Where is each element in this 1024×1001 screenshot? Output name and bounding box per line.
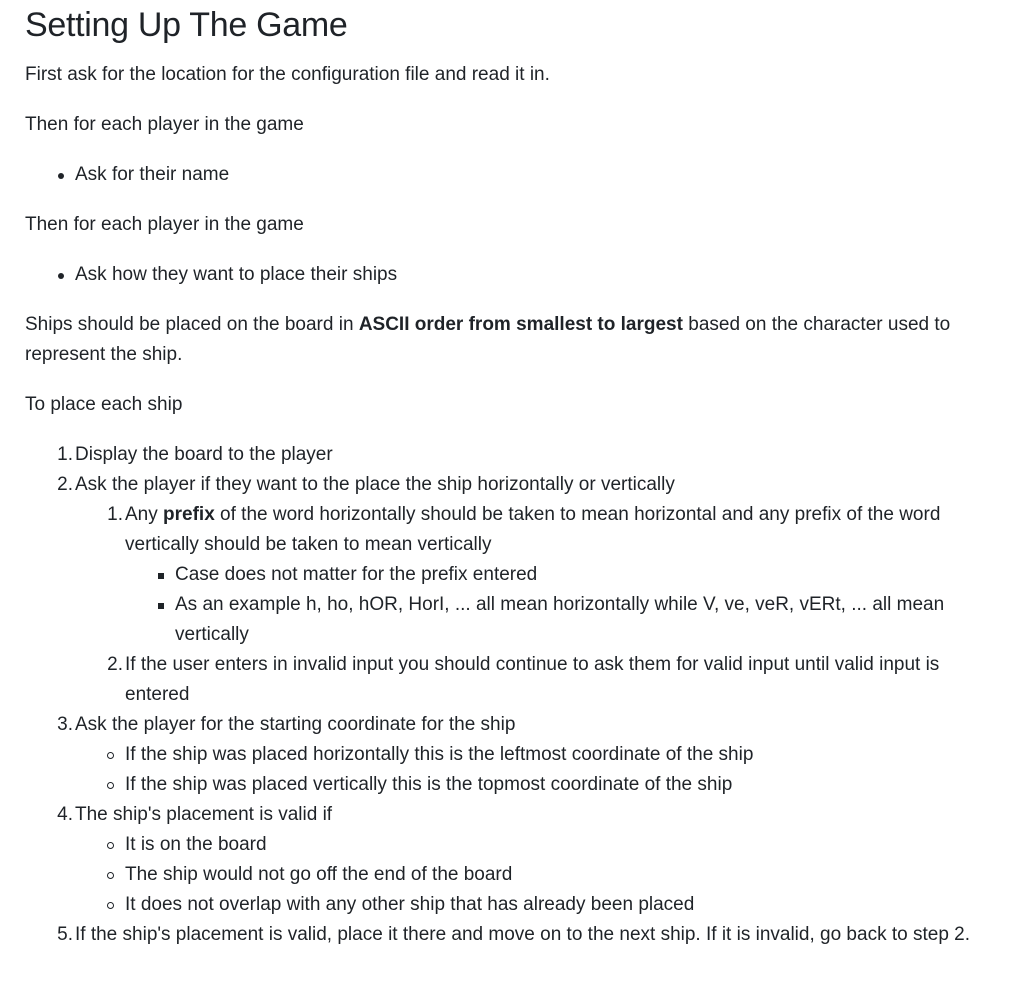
prefix-bold: prefix — [163, 504, 215, 525]
step-1 — [57, 440, 1004, 470]
step-4 — [57, 800, 1004, 920]
step-text: The ship's placement is valid if — [75, 804, 333, 825]
sub-step-number: 1. — [107, 504, 123, 525]
list-item: Case does not matter for the prefix entered — [175, 560, 1004, 590]
sub-step-text: If the user enters in invalid input you should continue to ask them for valid input until valid input is entered — [125, 654, 940, 705]
coordinate-details-list — [75, 740, 1004, 800]
document — [0, 4, 1024, 950]
list-item: Ask how they want to place their ships — [75, 260, 1004, 290]
each-player-paragraph-2: Then for each player in the game — [25, 214, 304, 235]
step-number: 2. — [57, 474, 73, 495]
step-text: Display the board to the player — [75, 444, 333, 465]
place-each-ship-paragraph: To place each ship — [25, 394, 183, 415]
step-number: 1. — [57, 444, 73, 465]
placement-steps-list — [25, 440, 1004, 950]
step-text: Ask the player if they want to the place the ship horizontally or vertically — [75, 474, 675, 495]
list-item: If the ship was placed vertically this is the topmost coordinate of the ship — [125, 770, 1004, 800]
place-bullet-list — [25, 260, 1004, 290]
page-title: Setting Up The Game — [25, 6, 348, 44]
config-paragraph: First ask for the location for the configuration file and read it in. — [25, 64, 550, 85]
list-item: Ask for their name — [75, 160, 1004, 190]
ships-order-text-after: based on the character used to represent the ship. — [25, 314, 951, 365]
list-item: It does not overlap with any other ship that has already been placed — [125, 890, 1004, 920]
list-item: If the ship was placed horizontally this is the leftmost coordinate of the ship — [125, 740, 1004, 770]
list-item: It is on the board — [125, 830, 1004, 860]
step-text: Ask the player for the starting coordinate for the ship — [75, 714, 516, 735]
prefix-details-list — [125, 560, 1004, 650]
step-number: 4. — [57, 804, 73, 825]
validity-details-list — [75, 830, 1004, 920]
sub-step-number: 2. — [107, 654, 123, 675]
step-text: If the ship's placement is valid, place it there and move on to the next ship. If it is invalid, go back to step 2. — [75, 924, 971, 945]
step-number: 5. — [57, 924, 73, 945]
ships-order-text-before: Ships should be placed on the board in — [25, 314, 359, 335]
step-2 — [57, 470, 1004, 710]
step-5 — [57, 920, 1004, 950]
step-3 — [57, 710, 1004, 800]
list-item: As an example h, ho, hOR, HorI, ... all mean horizontally while V, ve, veR, vERt, ... all mean vertically — [175, 590, 1004, 650]
each-player-paragraph-1: Then for each player in the game — [25, 114, 304, 135]
ships-order-bold: ASCII order from smallest to largest — [358, 314, 683, 335]
step-number: 3. — [57, 714, 73, 735]
list-item: The ship would not go off the end of the board — [125, 860, 1004, 890]
sub-step-1 — [107, 500, 1004, 650]
sub-step-text-after: of the word horizontally should be taken to mean horizontal and any prefix of the word vertically should be taken to mean vertically — [125, 504, 941, 555]
ships-order-paragraph — [25, 310, 1004, 370]
name-bullet-list — [25, 160, 1004, 190]
sub-step-2 — [107, 650, 1004, 710]
sub-step-text-before: Any — [125, 504, 164, 525]
orientation-sub-list — [75, 500, 1004, 710]
